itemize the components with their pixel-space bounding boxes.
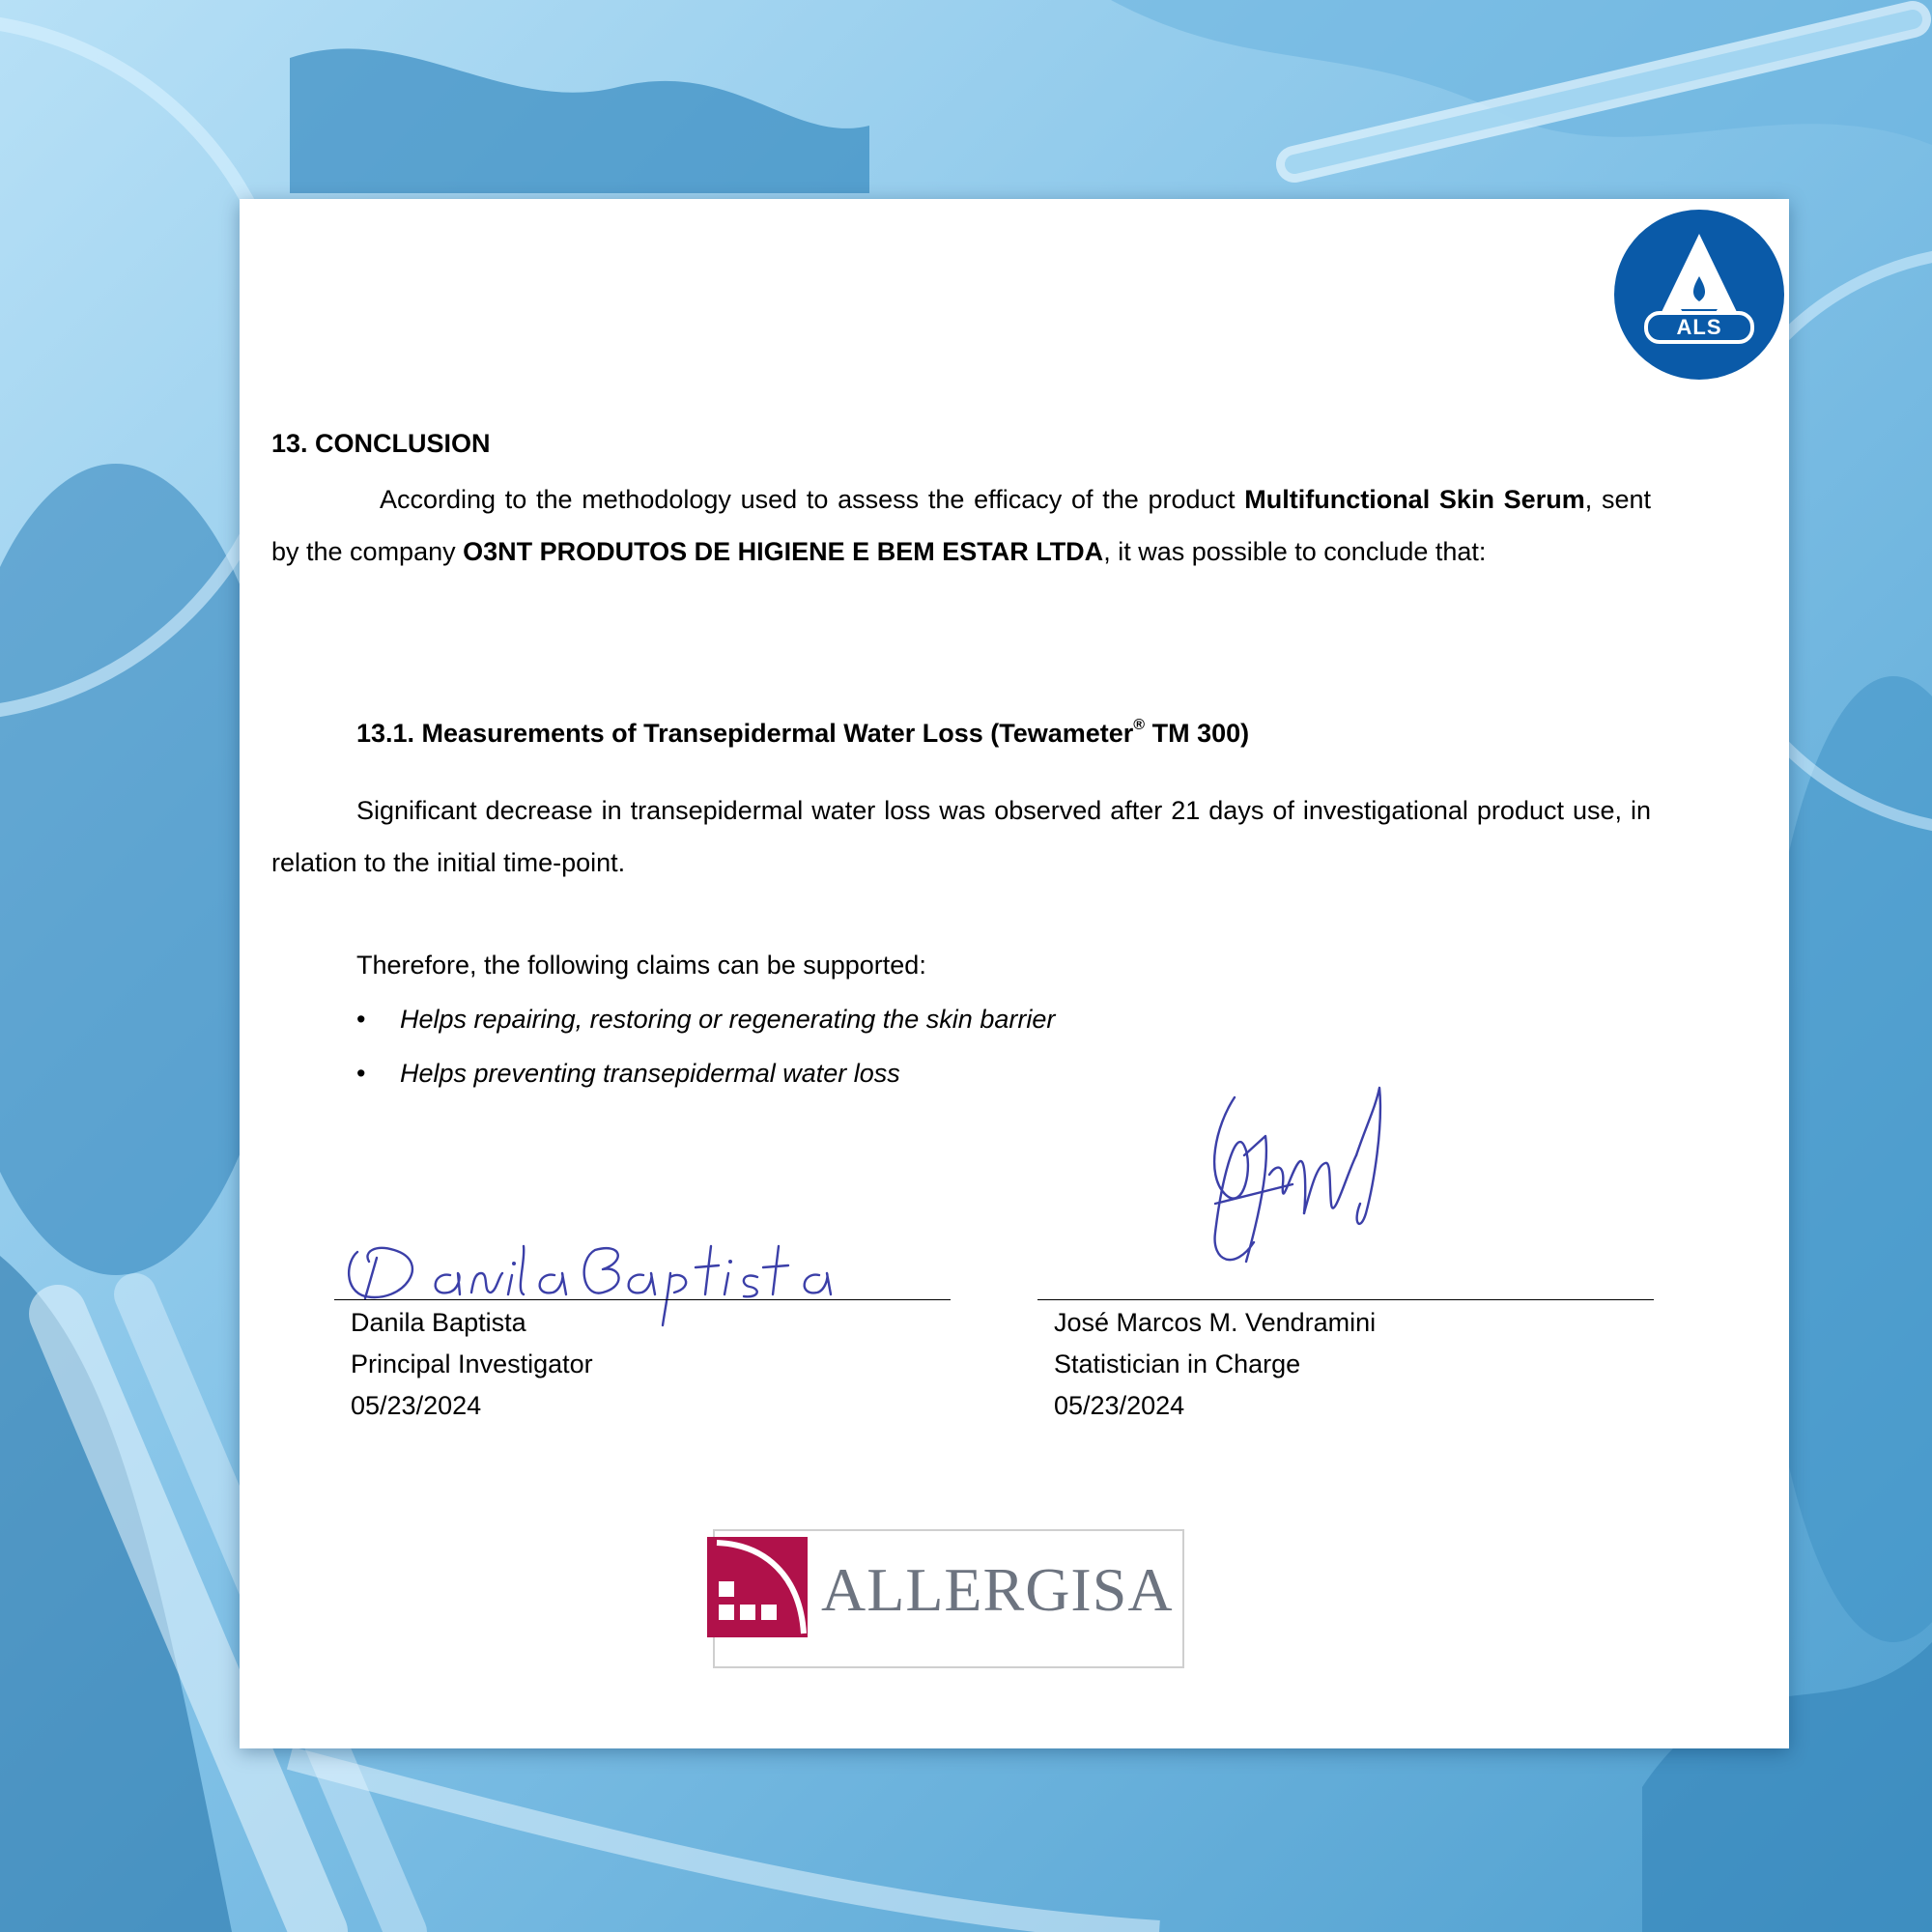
allergisa-mark-icon xyxy=(707,1537,808,1637)
signatory-date: 05/23/2024 xyxy=(351,1391,482,1420)
bullet-icon: • xyxy=(356,1059,366,1088)
allergisa-logo xyxy=(713,1529,1184,1668)
signatory-block-left xyxy=(351,1302,593,1427)
section-heading: 13. CONCLUSION xyxy=(271,429,491,458)
claims-intro: Therefore, the following claims can be supported: xyxy=(356,951,926,980)
signatory-block-right xyxy=(1054,1302,1376,1427)
signature-line xyxy=(1037,1299,1654,1300)
als-logo-text: ALS xyxy=(1676,315,1722,339)
signature-line xyxy=(334,1299,951,1300)
product-name: Multifunctional Skin Serum xyxy=(1244,485,1585,514)
intro-paragraph: According to the methodology used to assess the efficacy of the product Multifunctional Skin Serum, sent by the company O3NT PRODUTOS DE HIGIENE E BEM ESTAR LTDA, it was possible to conclude that: xyxy=(271,485,1651,566)
signature-jose-vendramini xyxy=(1177,1068,1418,1339)
signatory-date: 05/23/2024 xyxy=(1054,1391,1185,1420)
signatory-role: Statistician in Charge xyxy=(1054,1350,1301,1378)
report-page: ALS 13. CONCLUSION According to the methodology used to assess the efficacy of the product Multifunctional Skin Serum, sent by the company O3NT PRODUTOS DE HIGIENE E BEM ESTAR LTDA, it was possible to conclude that: 13.1. Measurements of Transepidermal Water Loss (Tewameter® TM 300) Significant decrease in transepidermal water loss was observed after 21 days of investigational product use, in relation to the initial time-point. Therefore, the following claims can be supported: • Helps repairing, restoring or regenerating the skin barrier • Helps preventing transepidermal water loss Danila Baptista Principal Investigator 05/23/2024 José Marcos M. Vendramini Statistician in Charge 05/23/2024 ALLERGISA xyxy=(240,199,1789,1748)
signatory-role: Principal Investigator xyxy=(351,1350,593,1378)
finding-paragraph: Significant decrease in transepidermal water loss was observed after 21 days of investigational product use, in relation to the initial time-point. xyxy=(271,796,1651,877)
signatory-name: José Marcos M. Vendramini xyxy=(1054,1308,1377,1337)
allergisa-logo-text: ALLERGISA xyxy=(821,1555,1174,1624)
bullet-icon: • xyxy=(356,1005,366,1034)
signatory-name: Danila Baptista xyxy=(351,1308,526,1337)
company-name: O3NT PRODUTOS DE HIGIENE E BEM ESTAR LTDA xyxy=(463,537,1104,566)
als-logo xyxy=(1613,209,1785,381)
subsection-heading: 13.1. Measurements of Transepidermal Water Loss (Tewameter® TM 300) xyxy=(356,717,1250,748)
